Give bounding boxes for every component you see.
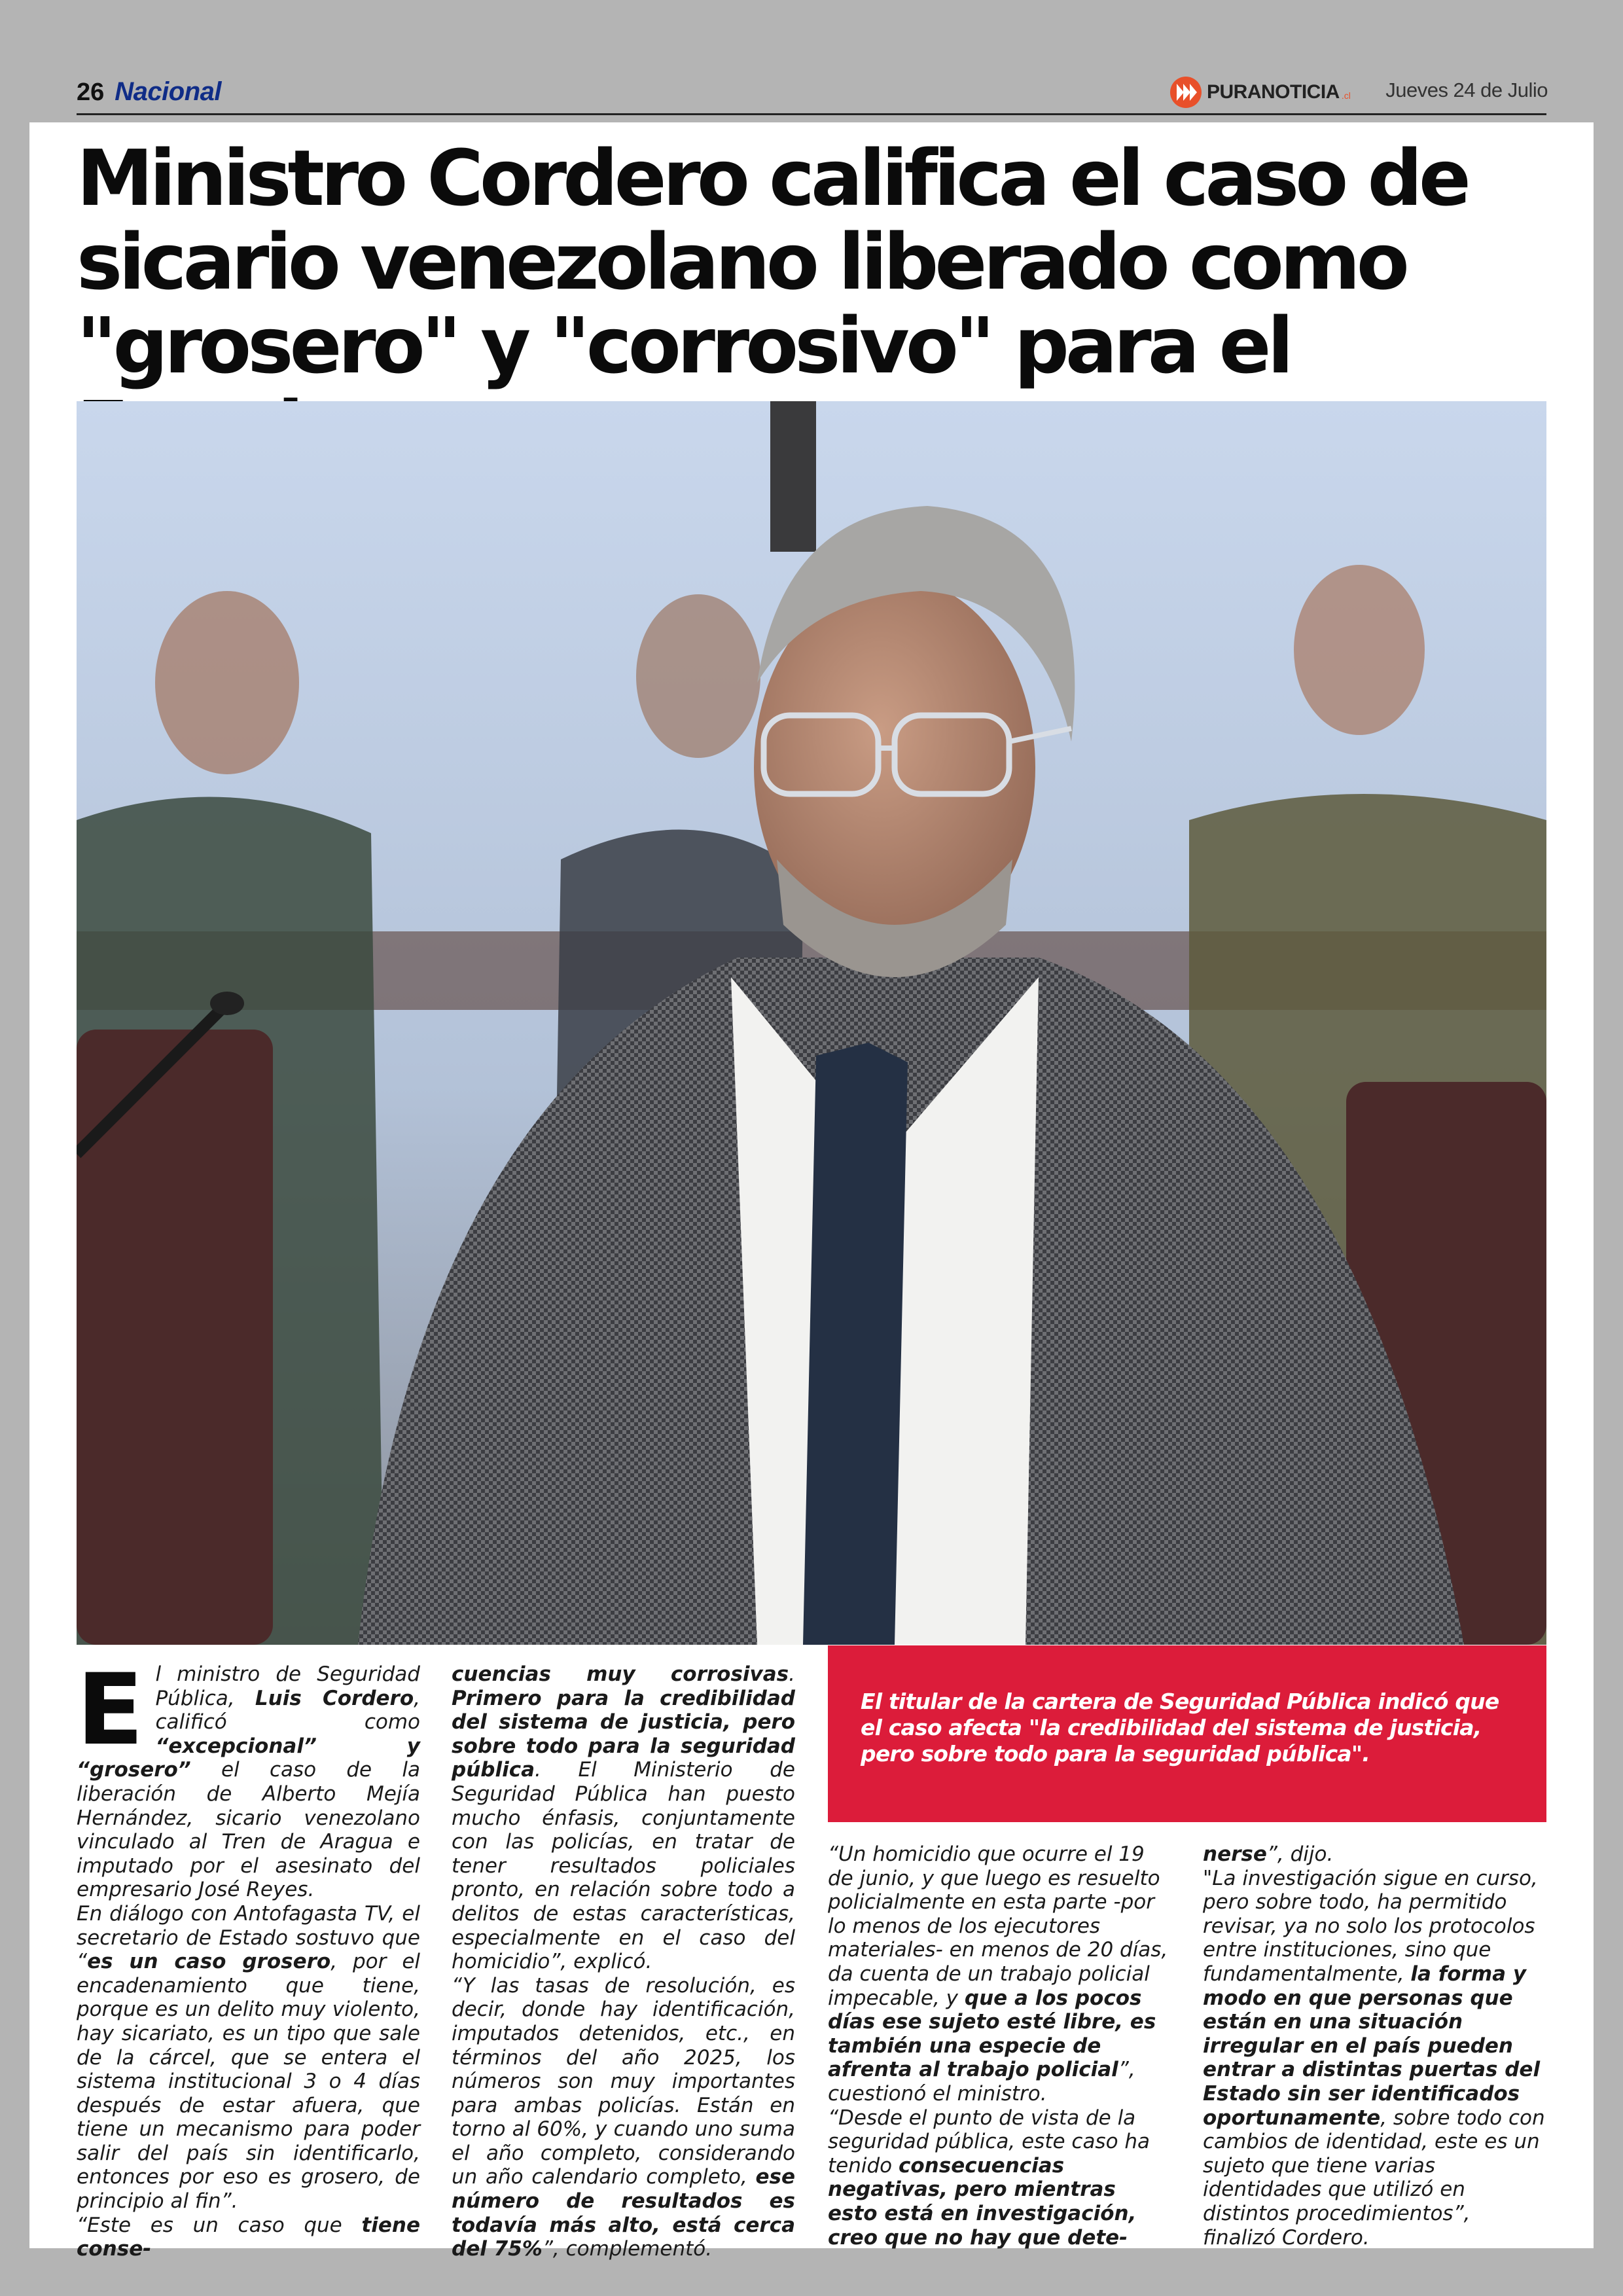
issue-date: Jueves 24 de Julio: [1385, 79, 1548, 101]
text-run: “Y las tasas de resolución, es decir, donde hay identificación, imputados detenidos, etc., en términos del año 2025, los números son muy importantes para ambas policías. Están en torno al 60%, y cuando uno suma el año completo, considerando un año calendario completo,: [452, 1973, 795, 2189]
page-header-left: [77, 77, 221, 117]
page-number: 26: [77, 79, 105, 106]
body-column-3: [828, 1842, 1171, 2250]
text-run: , calificó como: [155, 1686, 420, 1734]
body-column-1: [77, 1653, 421, 2261]
bold-run: la forma y modo en que personas que están en una situación irregular en el país pueden entrar a distintas puertas del Estado sin ser identificados oportunamente: [1203, 1962, 1541, 2130]
text-run: l ministro de Seguridad Pública,: [155, 1662, 420, 1710]
header-divider: [77, 113, 1546, 115]
callout-box: El titular de la cartera de Seguridad Pública indicó que el caso afecta "la credibilidad del sistema de justicia, pero sobre todo para la seguridad pública".: [828, 1645, 1546, 1822]
text-run: , sobre todo con cambios de identidad, este es un sujeto que tiene varias identidades que utilizó en distintos procedimientos”, finalizó Cordero.: [1203, 2106, 1545, 2250]
text-run: En diálogo con Antofagasta TV, el secretario de Estado sostuvo que “: [77, 1901, 420, 1974]
portrait-photo-illustration: [77, 401, 1546, 1645]
column-4-text: [1203, 1842, 1546, 2250]
body-column-2: [452, 1662, 795, 2261]
body-column-4: [1203, 1842, 1546, 2250]
headline-line-3: "grosero" y "corrosivo" para el: [77, 300, 1290, 391]
brand-name: PURANOTICIA: [1207, 81, 1340, 103]
section-title: Nacional: [115, 77, 221, 106]
brand-suffix: .cl: [1341, 90, 1351, 101]
bold-run: “excepcional” y “grosero”: [77, 1734, 420, 1782]
text-run: ”, dijo.: [1266, 1842, 1334, 1866]
text-run: ”, cuestionó el ministro.: [828, 2058, 1135, 2106]
bold-run: Luis Cordero: [255, 1686, 414, 1710]
headline-line-2: sicario venezolano liberado como: [77, 217, 1406, 307]
bold-run: ese número de resultados es todavía más alto, está cerca del 75%: [452, 2165, 795, 2261]
bold-run: que a los pocos días ese sujeto esté libre, es también una especie de afrenta al trabajo policial: [828, 1986, 1156, 2082]
column-2-text: [452, 1662, 795, 2261]
headline-line-1: Ministro Cordero califica el caso de: [77, 133, 1467, 223]
bold-run: es un caso grosero: [87, 1950, 331, 1974]
text-run: “Un homicidio que ocurre el 19 de junio, y que luego es resuelto policialmente en esta parte -por lo menos de los ejecutores materiales- en menos de 20 días, da cuenta de un trabajo policial impecable, y: [828, 1842, 1168, 2010]
text-run: el caso de la liberación de Alberto Mejía Hernández, sicario venezolano vinculado al Tren de Aragua e imputado por el asesinato del empresario José Reyes.: [77, 1758, 420, 1902]
text-run: “Desde el punto de vista de la seguridad pública, este caso ha tenido: [828, 2106, 1150, 2178]
drop-cap: E: [77, 1653, 144, 1767]
text-run: .: [789, 1662, 795, 1686]
text-run: , por el encadenamiento que tiene, porque es un delito muy violento, hay sicariato, es un tipo que sale de la cárcel, que se entera el sistema institucional 3 o 4 días después de estar afuera, que tiene un mecanismo para poder salir del país sin identificarlo, entonces por eso es grosero, de principio al fin”.: [77, 1950, 421, 2214]
bold-run: tiene conse-: [77, 2213, 420, 2261]
brand-logo: [1170, 76, 1351, 109]
column-3-text: [828, 1842, 1171, 2250]
bold-run: nerse: [1203, 1842, 1267, 1866]
text-run: . El Ministerio de Seguridad Pública han puesto mucho énfasis, conjuntamente con las policías, en tratar de tener resultados policiales pronto, en relación sobre todo a delitos de estas características, especialmente en el caso del homicidio”, explicó.: [452, 1758, 795, 1974]
article-photo: [77, 401, 1546, 1645]
bold-run: consecuencias negativas, pero mientras esto está en investigación, creo que no hay que dete-: [828, 2153, 1137, 2250]
brand-play-icon: [1170, 77, 1202, 108]
text-run: “Este es un caso que: [77, 2213, 362, 2237]
text-run: "La investigación sigue en curso, pero sobre todo, ha permitido revisar, ya no solo los protocolos entre instituciones, sino que fundamentalmente,: [1203, 1866, 1538, 1986]
bold-run: Primero para la credibilidad del sistema de justicia, pero sobre todo para la seguridad pública: [452, 1686, 795, 1782]
bold-run: cuencias muy corrosivas: [452, 1662, 789, 1686]
text-run: ”, complementó.: [542, 2237, 713, 2261]
